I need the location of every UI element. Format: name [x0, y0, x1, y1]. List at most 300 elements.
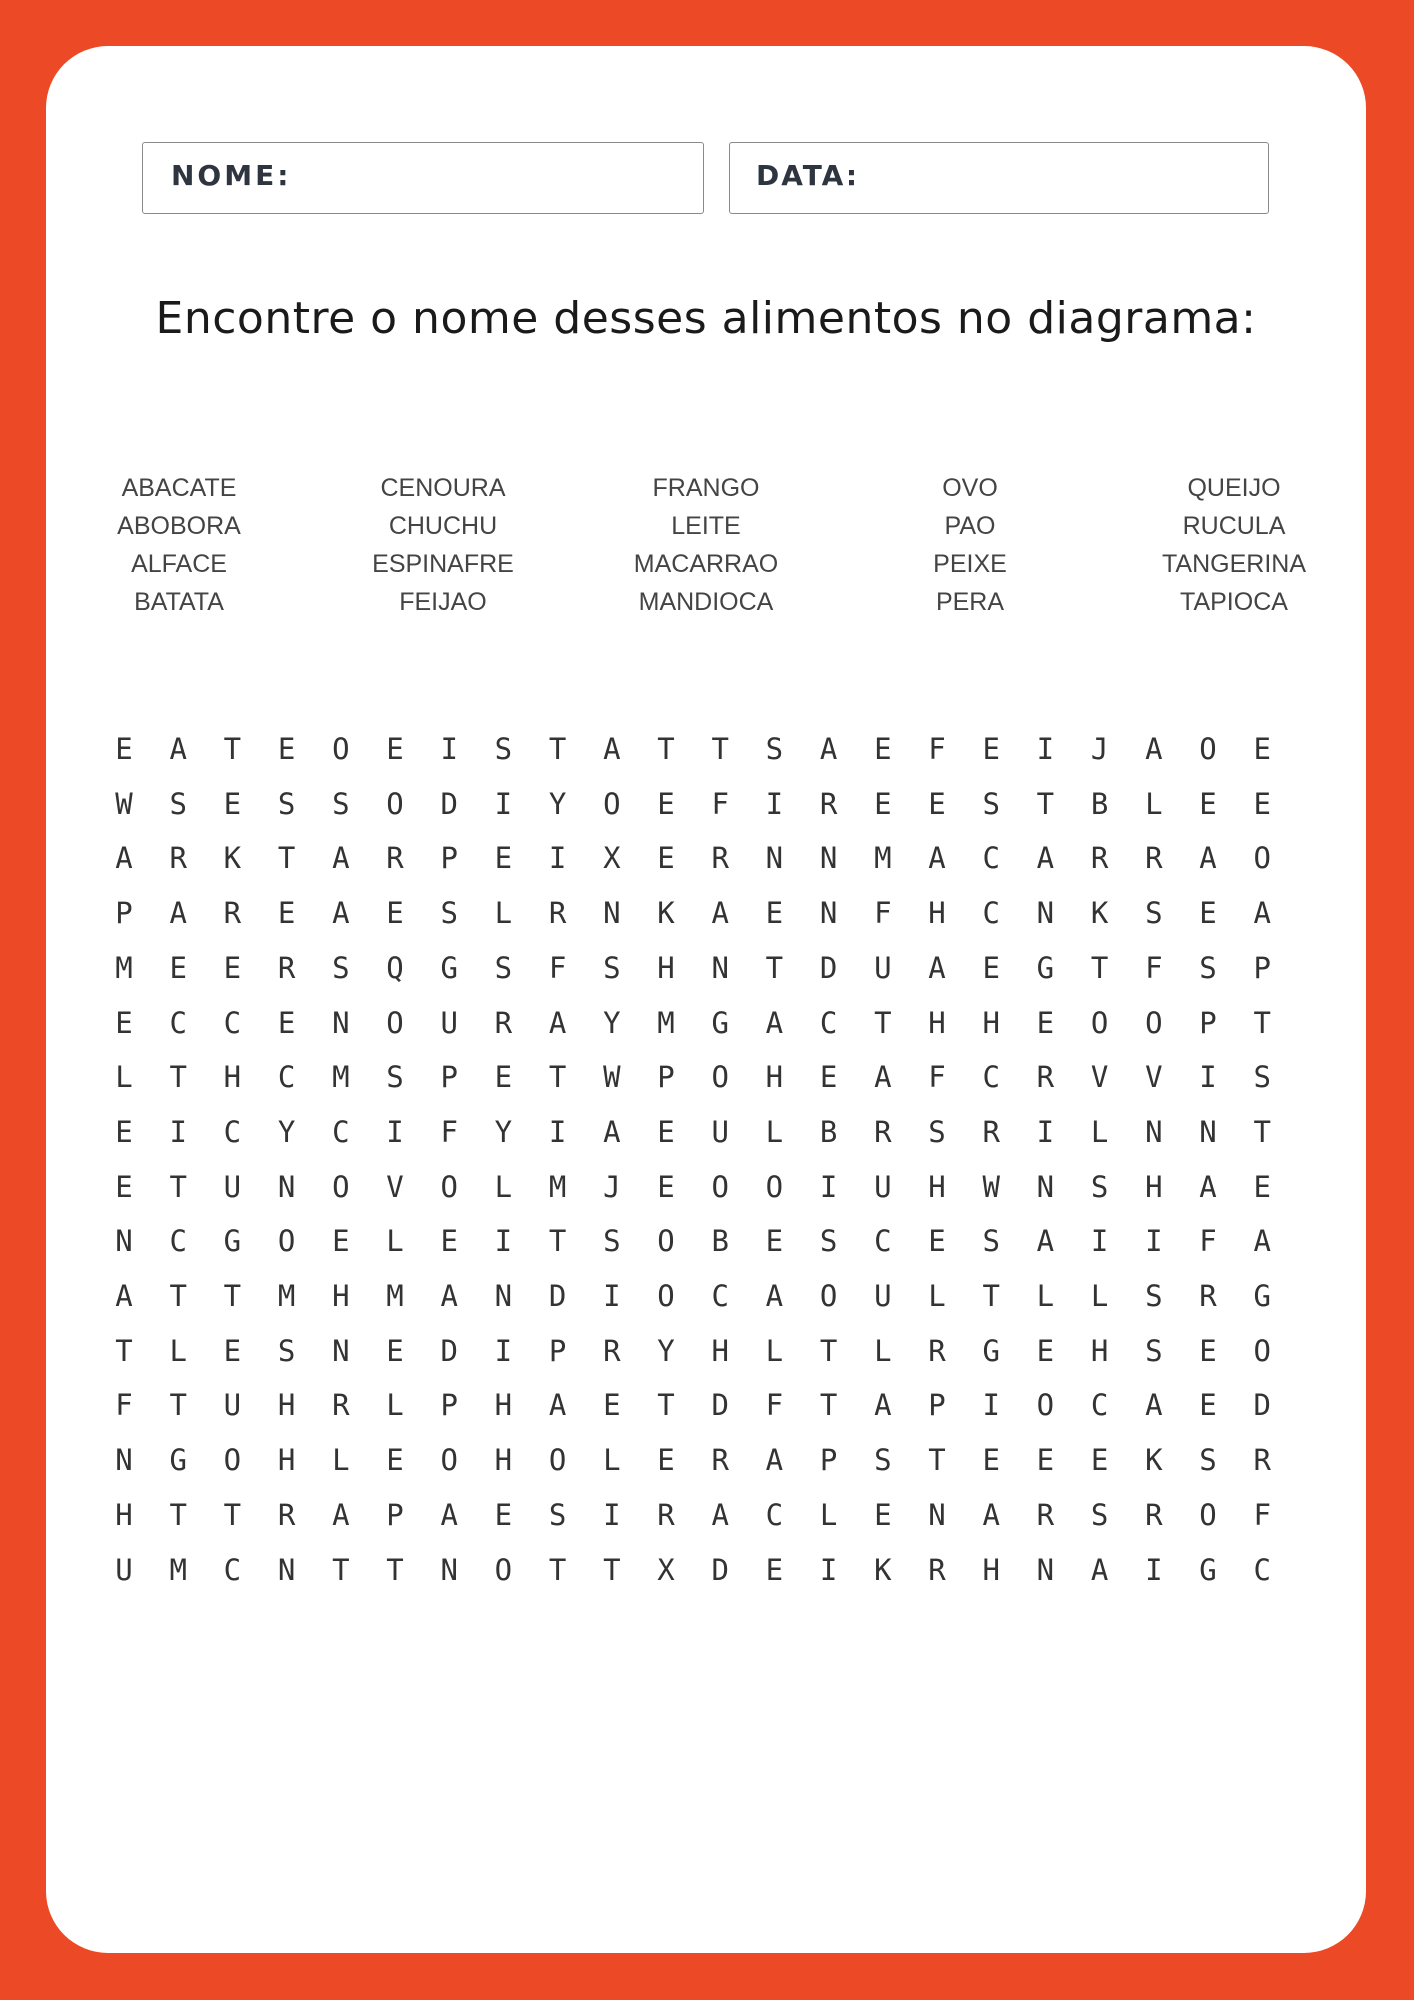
- grid-letter[interactable]: I: [1036, 732, 1055, 766]
- grid-letter[interactable]: R: [1145, 841, 1163, 876]
- grid-letter[interactable]: A: [548, 1388, 567, 1423]
- grid-letter[interactable]: O: [386, 1005, 404, 1040]
- grid-letter[interactable]: H: [711, 1333, 729, 1368]
- grid-letter[interactable]: H: [1090, 1333, 1109, 1368]
- grid-letter[interactable]: P: [440, 1388, 458, 1423]
- grid-letter[interactable]: R: [1036, 1060, 1055, 1095]
- grid-letter[interactable]: T: [1036, 786, 1055, 821]
- grid-letter[interactable]: F: [928, 732, 946, 766]
- grid-letter[interactable]: R: [1036, 1497, 1055, 1532]
- grid-letter[interactable]: K: [223, 841, 242, 876]
- grid-letter[interactable]: A: [1090, 1552, 1109, 1587]
- grid-letter[interactable]: E: [1036, 1005, 1055, 1040]
- grid-letter[interactable]: F: [928, 1060, 946, 1095]
- grid-letter[interactable]: S: [277, 1333, 296, 1368]
- grid-letter[interactable]: O: [711, 1169, 729, 1204]
- grid-letter[interactable]: A: [874, 1060, 892, 1095]
- grid-letter[interactable]: G: [223, 1224, 242, 1259]
- grid-letter[interactable]: O: [1253, 841, 1271, 876]
- grid-letter[interactable]: G: [982, 1333, 1000, 1368]
- grid-letter[interactable]: E: [115, 1114, 133, 1149]
- grid-letter[interactable]: A: [332, 896, 350, 931]
- grid-letter[interactable]: A: [765, 1279, 784, 1313]
- grid-letter[interactable]: L: [819, 1497, 838, 1532]
- grid-letter[interactable]: D: [440, 1333, 458, 1368]
- grid-letter[interactable]: H: [1145, 1169, 1163, 1204]
- grid-letter[interactable]: M: [386, 1279, 404, 1313]
- grid-letter[interactable]: A: [928, 841, 946, 876]
- grid-letter[interactable]: L: [115, 1060, 133, 1095]
- grid-letter[interactable]: W: [115, 786, 133, 821]
- grid-letter[interactable]: G: [440, 950, 458, 985]
- grid-letter[interactable]: S: [1145, 1279, 1163, 1313]
- grid-letter[interactable]: W: [982, 1169, 1000, 1204]
- grid-letter[interactable]: X: [603, 841, 621, 876]
- grid-letter[interactable]: N: [277, 1552, 296, 1587]
- grid-letter[interactable]: N: [819, 896, 838, 931]
- grid-letter[interactable]: S: [1199, 1443, 1217, 1478]
- grid-letter[interactable]: M: [332, 1060, 350, 1095]
- grid-letter[interactable]: N: [494, 1279, 513, 1313]
- grid-letter[interactable]: O: [332, 1169, 350, 1204]
- grid-letter[interactable]: E: [1253, 786, 1271, 821]
- grid-letter[interactable]: E: [657, 1114, 675, 1149]
- grid-letter[interactable]: I: [494, 1224, 513, 1259]
- grid-letter[interactable]: E: [874, 1497, 892, 1532]
- grid-letter[interactable]: R: [277, 1497, 296, 1532]
- grid-letter[interactable]: E: [223, 950, 242, 985]
- grid-letter[interactable]: L: [1090, 1279, 1109, 1313]
- grid-letter[interactable]: X: [657, 1552, 675, 1587]
- grid-letter[interactable]: L: [494, 896, 513, 931]
- grid-letter[interactable]: L: [603, 1443, 621, 1478]
- grid-letter[interactable]: E: [1199, 896, 1217, 931]
- grid-letter[interactable]: O: [440, 1443, 458, 1478]
- grid-letter[interactable]: A: [711, 1497, 729, 1532]
- grid-letter[interactable]: S: [1090, 1169, 1109, 1204]
- grid-letter[interactable]: F: [548, 950, 567, 985]
- grid-letter[interactable]: C: [982, 896, 1000, 931]
- grid-letter[interactable]: R: [928, 1552, 946, 1587]
- grid-letter[interactable]: T: [1253, 1114, 1271, 1149]
- grid-letter[interactable]: T: [169, 1279, 187, 1313]
- grid-letter[interactable]: R: [386, 841, 404, 876]
- grid-letter[interactable]: S: [1199, 950, 1217, 985]
- grid-letter[interactable]: D: [440, 786, 458, 821]
- grid-letter[interactable]: E: [1199, 1333, 1217, 1368]
- grid-letter[interactable]: I: [819, 1552, 838, 1587]
- grid-letter[interactable]: U: [874, 1279, 892, 1313]
- grid-letter[interactable]: J: [1090, 732, 1109, 766]
- grid-letter[interactable]: U: [874, 1169, 892, 1204]
- grid-letter[interactable]: Y: [603, 1005, 621, 1040]
- grid-letter[interactable]: A: [440, 1279, 458, 1313]
- grid-letter[interactable]: S: [494, 732, 513, 766]
- grid-letter[interactable]: U: [440, 1005, 458, 1040]
- grid-letter[interactable]: L: [765, 1114, 784, 1149]
- grid-letter[interactable]: T: [1253, 1005, 1271, 1040]
- grid-letter[interactable]: E: [332, 1224, 350, 1259]
- grid-letter[interactable]: C: [982, 841, 1000, 876]
- grid-letter[interactable]: O: [603, 786, 621, 821]
- grid-letter[interactable]: A: [440, 1497, 458, 1532]
- grid-letter[interactable]: Y: [277, 1114, 296, 1149]
- grid-letter[interactable]: L: [494, 1169, 513, 1204]
- grid-letter[interactable]: E: [386, 896, 404, 931]
- grid-letter[interactable]: A: [169, 896, 187, 931]
- grid-letter[interactable]: R: [711, 841, 729, 876]
- grid-letter[interactable]: T: [982, 1279, 1000, 1313]
- grid-letter[interactable]: E: [1253, 1169, 1271, 1204]
- grid-letter[interactable]: S: [548, 1497, 567, 1532]
- grid-letter[interactable]: C: [223, 1552, 242, 1587]
- grid-letter[interactable]: A: [1145, 1388, 1163, 1423]
- grid-letter[interactable]: E: [1036, 1443, 1055, 1478]
- grid-letter[interactable]: F: [711, 786, 729, 821]
- grid-letter[interactable]: F: [1145, 950, 1163, 985]
- grid-letter[interactable]: I: [386, 1114, 404, 1149]
- grid-letter[interactable]: E: [277, 896, 296, 931]
- grid-letter[interactable]: A: [603, 1114, 621, 1149]
- grid-letter[interactable]: N: [765, 841, 784, 876]
- grid-letter[interactable]: E: [1253, 732, 1271, 766]
- grid-letter[interactable]: C: [332, 1114, 350, 1149]
- grid-letter[interactable]: J: [603, 1169, 621, 1204]
- grid-letter[interactable]: E: [494, 1497, 513, 1532]
- grid-letter[interactable]: E: [277, 1005, 296, 1040]
- grid-letter[interactable]: F: [1253, 1497, 1271, 1532]
- grid-letter[interactable]: C: [982, 1060, 1000, 1095]
- grid-letter[interactable]: T: [548, 732, 567, 766]
- grid-letter[interactable]: O: [1036, 1388, 1055, 1423]
- grid-letter[interactable]: R: [169, 841, 187, 876]
- grid-letter[interactable]: H: [982, 1005, 1000, 1040]
- grid-letter[interactable]: H: [657, 950, 675, 985]
- grid-letter[interactable]: P: [440, 841, 458, 876]
- grid-letter[interactable]: H: [765, 1060, 784, 1095]
- grid-letter[interactable]: S: [1090, 1497, 1109, 1532]
- grid-letter[interactable]: S: [603, 1224, 621, 1259]
- grid-letter[interactable]: E: [982, 1443, 1000, 1478]
- grid-letter[interactable]: I: [603, 1497, 621, 1532]
- grid-letter[interactable]: P: [819, 1443, 838, 1478]
- grid-letter[interactable]: N: [1199, 1114, 1217, 1149]
- grid-letter[interactable]: E: [494, 1060, 513, 1095]
- grid-letter[interactable]: T: [386, 1552, 404, 1587]
- grid-letter[interactable]: A: [1199, 1169, 1217, 1204]
- grid-letter[interactable]: S: [819, 1224, 838, 1259]
- grid-letter[interactable]: O: [1090, 1005, 1109, 1040]
- grid-letter[interactable]: S: [982, 1224, 1000, 1259]
- grid-letter[interactable]: P: [1199, 1005, 1217, 1040]
- grid-letter[interactable]: U: [223, 1169, 242, 1204]
- grid-letter[interactable]: L: [765, 1333, 784, 1368]
- grid-letter[interactable]: G: [711, 1005, 729, 1040]
- grid-letter[interactable]: E: [982, 950, 1000, 985]
- grid-letter[interactable]: F: [874, 896, 892, 931]
- grid-letter[interactable]: E: [1090, 1443, 1109, 1478]
- grid-letter[interactable]: N: [603, 896, 621, 931]
- grid-letter[interactable]: T: [169, 1497, 187, 1532]
- grid-letter[interactable]: A: [982, 1497, 1000, 1532]
- grid-letter[interactable]: M: [169, 1552, 187, 1587]
- grid-letter[interactable]: O: [711, 1060, 729, 1095]
- grid-letter[interactable]: R: [819, 786, 838, 821]
- grid-letter[interactable]: R: [982, 1114, 1000, 1149]
- grid-letter[interactable]: R: [928, 1333, 946, 1368]
- grid-letter[interactable]: C: [1253, 1552, 1271, 1587]
- grid-letter[interactable]: Y: [548, 786, 567, 821]
- grid-letter[interactable]: O: [494, 1552, 513, 1587]
- grid-letter[interactable]: C: [819, 1005, 838, 1040]
- grid-letter[interactable]: S: [1253, 1060, 1271, 1095]
- grid-letter[interactable]: G: [169, 1443, 187, 1478]
- grid-letter[interactable]: R: [711, 1443, 729, 1478]
- grid-letter[interactable]: L: [874, 1333, 892, 1368]
- grid-letter[interactable]: Q: [386, 950, 404, 985]
- grid-letter[interactable]: E: [603, 1388, 621, 1423]
- grid-letter[interactable]: E: [928, 786, 946, 821]
- grid-letter[interactable]: R: [277, 950, 296, 985]
- grid-letter[interactable]: F: [440, 1114, 458, 1149]
- grid-letter[interactable]: E: [386, 732, 404, 766]
- grid-letter[interactable]: U: [711, 1114, 729, 1149]
- grid-letter[interactable]: R: [1090, 841, 1109, 876]
- grid-letter[interactable]: E: [386, 1333, 404, 1368]
- grid-letter[interactable]: S: [1145, 1333, 1163, 1368]
- grid-letter[interactable]: E: [928, 1224, 946, 1259]
- grid-letter[interactable]: I: [494, 786, 513, 821]
- grid-letter[interactable]: W: [603, 1060, 621, 1095]
- grid-letter[interactable]: E: [223, 1333, 242, 1368]
- grid-letter[interactable]: I: [1090, 1224, 1109, 1259]
- grid-letter[interactable]: E: [277, 732, 296, 766]
- grid-letter[interactable]: D: [819, 950, 838, 985]
- grid-letter[interactable]: E: [657, 786, 675, 821]
- grid-letter[interactable]: E: [115, 1169, 133, 1204]
- grid-letter[interactable]: T: [223, 732, 242, 766]
- grid-letter[interactable]: A: [819, 732, 838, 766]
- grid-letter[interactable]: C: [711, 1279, 729, 1313]
- grid-letter[interactable]: F: [115, 1388, 133, 1423]
- grid-letter[interactable]: V: [1145, 1060, 1163, 1095]
- grid-letter[interactable]: T: [928, 1443, 946, 1478]
- grid-letter[interactable]: A: [332, 841, 350, 876]
- grid-letter[interactable]: N: [115, 1443, 133, 1478]
- grid-letter[interactable]: R: [1199, 1279, 1217, 1313]
- grid-letter[interactable]: I: [1145, 1224, 1163, 1259]
- grid-letter[interactable]: O: [386, 786, 404, 821]
- grid-letter[interactable]: E: [115, 1005, 133, 1040]
- grid-letter[interactable]: H: [277, 1443, 296, 1478]
- grid-letter[interactable]: E: [874, 786, 892, 821]
- grid-letter[interactable]: T: [169, 1060, 187, 1095]
- grid-letter[interactable]: E: [765, 896, 784, 931]
- grid-letter[interactable]: E: [1036, 1333, 1055, 1368]
- grid-letter[interactable]: A: [711, 896, 729, 931]
- grid-letter[interactable]: S: [169, 786, 187, 821]
- grid-letter[interactable]: E: [765, 1552, 784, 1587]
- grid-letter[interactable]: N: [332, 1005, 350, 1040]
- grid-letter[interactable]: S: [1145, 896, 1163, 931]
- grid-letter[interactable]: N: [1036, 1169, 1055, 1204]
- grid-letter[interactable]: A: [1253, 896, 1271, 931]
- grid-letter[interactable]: A: [115, 1279, 133, 1313]
- grid-letter[interactable]: C: [169, 1005, 187, 1040]
- grid-letter[interactable]: N: [928, 1497, 946, 1532]
- grid-letter[interactable]: N: [1145, 1114, 1163, 1149]
- grid-letter[interactable]: C: [1090, 1388, 1109, 1423]
- grid-letter[interactable]: H: [928, 896, 946, 931]
- grid-letter[interactable]: H: [277, 1388, 296, 1423]
- grid-letter[interactable]: C: [277, 1060, 296, 1095]
- grid-letter[interactable]: T: [603, 1552, 621, 1587]
- grid-letter[interactable]: A: [1036, 1224, 1055, 1259]
- grid-letter[interactable]: A: [928, 950, 946, 985]
- grid-letter[interactable]: H: [115, 1497, 133, 1532]
- grid-letter[interactable]: A: [603, 732, 621, 766]
- grid-letter[interactable]: A: [548, 1005, 567, 1040]
- grid-letter[interactable]: A: [1145, 732, 1163, 766]
- grid-letter[interactable]: G: [1036, 950, 1055, 985]
- grid-letter[interactable]: N: [711, 950, 729, 985]
- grid-letter[interactable]: H: [223, 1060, 242, 1095]
- grid-letter[interactable]: P: [928, 1388, 946, 1423]
- grid-letter[interactable]: Y: [657, 1333, 675, 1368]
- grid-letter[interactable]: O: [819, 1279, 838, 1313]
- grid-letter[interactable]: O: [548, 1443, 567, 1478]
- grid-letter[interactable]: I: [1145, 1552, 1163, 1587]
- grid-letter[interactable]: R: [494, 1005, 513, 1040]
- grid-letter[interactable]: N: [277, 1169, 296, 1204]
- grid-letter[interactable]: I: [494, 1333, 513, 1368]
- grid-letter[interactable]: S: [386, 1060, 404, 1095]
- grid-letter[interactable]: S: [277, 786, 296, 821]
- grid-letter[interactable]: C: [765, 1497, 784, 1532]
- grid-letter[interactable]: E: [169, 950, 187, 985]
- grid-letter[interactable]: E: [386, 1443, 404, 1478]
- grid-letter[interactable]: O: [657, 1224, 675, 1259]
- grid-letter[interactable]: O: [1199, 732, 1217, 766]
- grid-letter[interactable]: N: [115, 1224, 133, 1259]
- grid-letter[interactable]: D: [711, 1552, 729, 1587]
- grid-letter[interactable]: T: [548, 1060, 567, 1095]
- grid-letter[interactable]: U: [223, 1388, 242, 1423]
- grid-letter[interactable]: H: [332, 1279, 350, 1313]
- grid-letter[interactable]: T: [548, 1224, 567, 1259]
- grid-letter[interactable]: N: [440, 1552, 458, 1587]
- grid-letter[interactable]: N: [332, 1333, 350, 1368]
- grid-letter[interactable]: A: [115, 841, 133, 876]
- grid-letter[interactable]: O: [1199, 1497, 1217, 1532]
- grid-letter[interactable]: N: [1036, 896, 1055, 931]
- grid-letter[interactable]: U: [874, 950, 892, 985]
- grid-letter[interactable]: A: [1253, 1224, 1271, 1259]
- grid-letter[interactable]: Y: [494, 1114, 513, 1149]
- grid-letter[interactable]: E: [982, 732, 1000, 766]
- grid-letter[interactable]: N: [819, 841, 838, 876]
- grid-letter[interactable]: L: [386, 1388, 404, 1423]
- grid-letter[interactable]: S: [982, 786, 1000, 821]
- grid-letter[interactable]: K: [1145, 1443, 1163, 1478]
- grid-letter[interactable]: E: [819, 1060, 838, 1095]
- grid-letter[interactable]: H: [982, 1552, 1000, 1587]
- grid-letter[interactable]: I: [440, 732, 458, 766]
- grid-letter[interactable]: R: [332, 1388, 350, 1423]
- grid-letter[interactable]: I: [548, 841, 567, 876]
- grid-letter[interactable]: S: [440, 896, 458, 931]
- grid-letter[interactable]: O: [1145, 1005, 1163, 1040]
- grid-letter[interactable]: K: [1090, 896, 1109, 931]
- grid-letter[interactable]: P: [440, 1060, 458, 1095]
- grid-letter[interactable]: E: [1199, 1388, 1217, 1423]
- grid-letter[interactable]: B: [711, 1224, 729, 1259]
- grid-letter[interactable]: N: [1036, 1552, 1055, 1587]
- grid-letter[interactable]: R: [548, 896, 567, 931]
- grid-letter[interactable]: R: [657, 1497, 675, 1532]
- grid-letter[interactable]: H: [928, 1169, 946, 1204]
- grid-letter[interactable]: E: [657, 841, 675, 876]
- grid-letter[interactable]: C: [169, 1224, 187, 1259]
- grid-letter[interactable]: L: [332, 1443, 350, 1478]
- grid-letter[interactable]: M: [277, 1279, 296, 1313]
- grid-letter[interactable]: G: [1253, 1279, 1271, 1313]
- grid-letter[interactable]: D: [1253, 1388, 1271, 1423]
- grid-letter[interactable]: S: [332, 950, 350, 985]
- grid-letter[interactable]: T: [169, 1388, 187, 1423]
- grid-letter[interactable]: R: [1145, 1497, 1163, 1532]
- grid-letter[interactable]: L: [1090, 1114, 1109, 1149]
- grid-letter[interactable]: L: [1145, 786, 1163, 821]
- grid-letter[interactable]: M: [657, 1005, 675, 1040]
- grid-letter[interactable]: I: [819, 1169, 838, 1204]
- grid-letter[interactable]: O: [440, 1169, 458, 1204]
- grid-letter[interactable]: P: [386, 1497, 404, 1532]
- grid-letter[interactable]: C: [874, 1224, 892, 1259]
- grid-letter[interactable]: O: [1253, 1333, 1271, 1368]
- grid-letter[interactable]: T: [223, 1497, 242, 1532]
- grid-letter[interactable]: G: [1199, 1552, 1217, 1587]
- grid-letter[interactable]: V: [386, 1169, 404, 1204]
- grid-letter[interactable]: A: [1199, 841, 1217, 876]
- grid-letter[interactable]: H: [494, 1388, 513, 1423]
- grid-letter[interactable]: T: [765, 950, 784, 985]
- grid-letter[interactable]: B: [819, 1114, 838, 1149]
- grid-letter[interactable]: A: [765, 1005, 784, 1040]
- grid-letter[interactable]: D: [548, 1279, 567, 1313]
- grid-letter[interactable]: T: [1090, 950, 1109, 985]
- grid-letter[interactable]: E: [765, 1224, 784, 1259]
- grid-letter[interactable]: T: [223, 1279, 242, 1313]
- grid-letter[interactable]: T: [657, 732, 675, 766]
- grid-letter[interactable]: M: [115, 950, 133, 985]
- grid-letter[interactable]: T: [819, 1388, 838, 1423]
- grid-letter[interactable]: O: [657, 1279, 675, 1313]
- grid-letter[interactable]: E: [115, 732, 133, 766]
- grid-letter[interactable]: S: [332, 786, 350, 821]
- grid-letter[interactable]: I: [603, 1279, 621, 1313]
- grid-letter[interactable]: R: [874, 1114, 892, 1149]
- grid-letter[interactable]: S: [928, 1114, 946, 1149]
- grid-letter[interactable]: T: [332, 1552, 350, 1587]
- grid-letter[interactable]: E: [494, 841, 513, 876]
- grid-letter[interactable]: L: [1036, 1279, 1055, 1313]
- grid-letter[interactable]: P: [1253, 950, 1271, 985]
- grid-letter[interactable]: E: [657, 1169, 675, 1204]
- grid-letter[interactable]: A: [169, 732, 187, 766]
- grid-letter[interactable]: L: [928, 1279, 946, 1313]
- grid-letter[interactable]: R: [603, 1333, 621, 1368]
